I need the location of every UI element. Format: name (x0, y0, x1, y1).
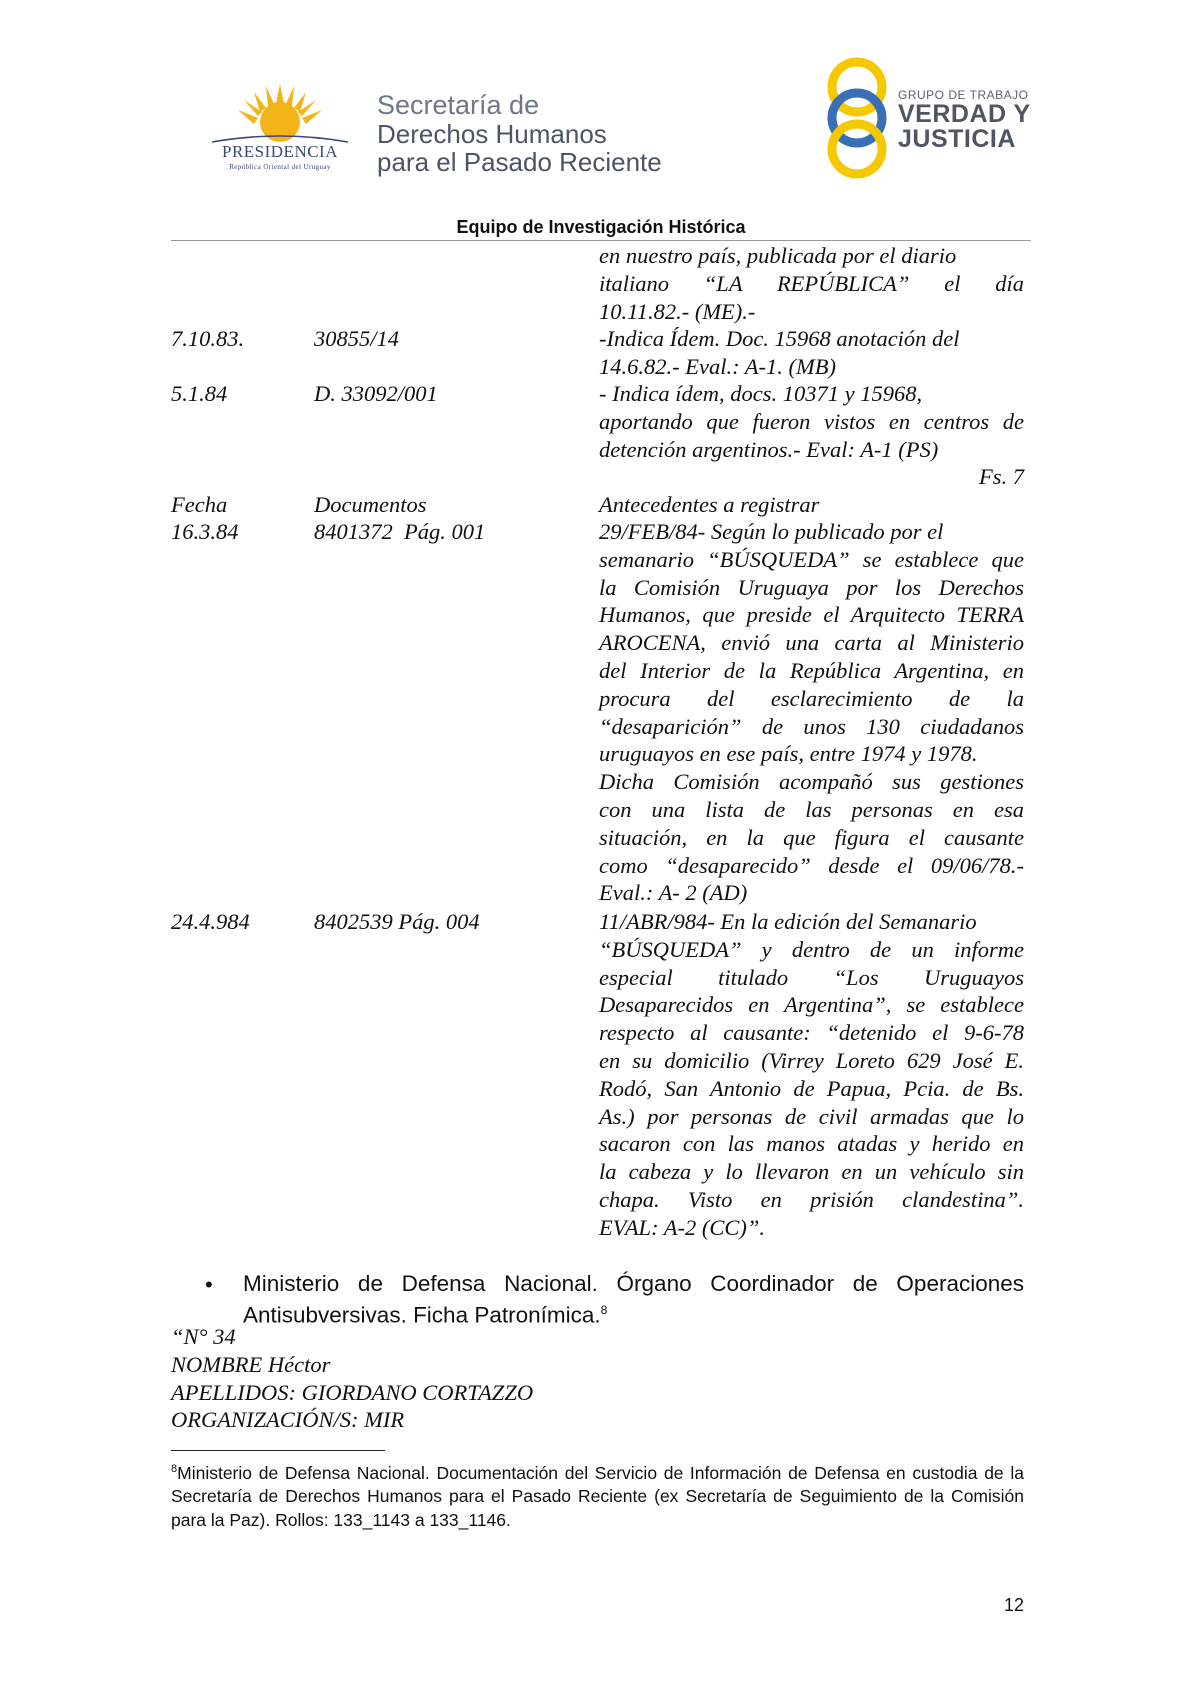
entry-date: 16.3.84 (171, 519, 239, 544)
text-line: 10.11.82.- (ME).- (599, 298, 756, 324)
text-line: 11/ABR/984- En la edición del Semanario (599, 909, 977, 934)
page-number: 12 (1003, 1595, 1024, 1615)
text-line: del Interior de la República Argentina, en (599, 657, 1024, 683)
gtvj-line-3: JUSTICIA (898, 125, 1016, 153)
text-line: semanario “BÚSQUEDA” se establece que (599, 546, 1024, 572)
text-line: sacaron con las manos atadas y herido en (599, 1131, 1024, 1157)
presidencia-subtitle: República Oriental del Uruguay (229, 163, 331, 171)
presidencia-sun-icon (208, 82, 352, 146)
text-line: respecto al causante: “detenido el 9-6-78 (599, 1020, 1024, 1046)
entry-doc: 8402539 Pág. 004 (314, 909, 480, 934)
secretaria-line-1: Secretaría de (377, 90, 540, 120)
text-line: detención argentinos.- Eval: A-1 (PS) (599, 436, 939, 462)
entry-doc: D. 33092/001 (314, 381, 438, 406)
secretaria-line-2: Derechos Humanos (377, 119, 607, 149)
ficha-line: ORGANIZACIÓN/S: MIR (171, 1407, 405, 1433)
header-antecedentes: Antecedentes a registrar (599, 492, 820, 517)
secretaria-logo-text (377, 90, 662, 176)
text-line: -Indica Ídem. Doc. 15968 anotación del (599, 326, 960, 351)
text-line: EVAL: A-2 (CC)”. (599, 1214, 766, 1240)
entry-date: 24.4.984 (171, 909, 250, 934)
ficha-line: “N° 34 (171, 1324, 236, 1349)
text-line: la Comisión Uruguaya por los Derechos (599, 574, 1024, 600)
text-line: Dicha Comisión acompañó sus gestiones (599, 769, 1024, 795)
text-line: situación, en la que figura el causante (599, 824, 1024, 850)
text-line: en nuestro país, publicada por el diario (599, 243, 957, 268)
entry-text (599, 325, 1024, 381)
text-line: - Indica ídem, docs. 10371 y 15968, (599, 381, 923, 406)
gtvj-logo-text (898, 88, 1031, 152)
text-line: la cabeza y lo llevaron en un vehículo sin (599, 1159, 1024, 1185)
entry-doc: 30855/14 (314, 326, 400, 351)
text-line: Desaparecidos en Argentina”, se establece (599, 992, 1024, 1018)
entry-date: 7.10.83. (171, 326, 245, 351)
footnote (171, 1458, 1024, 1532)
entry-date: 5.1.84 (171, 381, 228, 406)
gtvj-line-1: GRUPO DE TRABAJO (898, 88, 1029, 102)
gtvj-line-2: VERDAD Y (898, 100, 1031, 128)
text-line: 29/FEB/84- Según lo publicado por el (599, 519, 944, 544)
text-line: “BÚSQUEDA” y dentro de un informe (599, 936, 1024, 962)
continuation-text (599, 242, 1024, 325)
gtvj-rings-icon (823, 56, 891, 180)
folio-label: Fs. 7 (979, 464, 1024, 489)
text-line: “desaparición” de unos 130 ciudadanos (599, 713, 1024, 739)
text-line: italiano “LA REPÚBLICA” el día (599, 270, 1024, 296)
ficha-line: APELLIDOS: GIORDANO CORTAZZO (171, 1379, 534, 1405)
text-line: en su domicilio (Virrey Loreto 629 José E. (599, 1047, 1024, 1073)
footnote-ref[interactable]: 8 (600, 1303, 608, 1317)
team-title: Equipo de Investigación Histórica (456, 217, 746, 237)
text-line: especial titulado “Los Uruguayos (599, 964, 1024, 990)
text-line: como “desaparecido” desde el 09/06/78.- (599, 852, 1024, 878)
text-line: AROCENA, envió una carta al Ministerio (599, 630, 1024, 656)
entry-doc: 8401372 Pág. 001 (314, 519, 486, 544)
footnote-divider (171, 1450, 385, 1451)
entry-text (599, 380, 1024, 463)
entry-text (599, 908, 1024, 1242)
ficha-line: NOMBRE Héctor (171, 1351, 331, 1377)
secretaria-line-3: para el Pasado Reciente (377, 147, 662, 177)
text-line: 14.6.82.- Eval.: A-1. (MB) (599, 353, 837, 379)
footnote-number: 8 (171, 1463, 178, 1475)
bullet-marker: • (205, 1272, 213, 1297)
footnote-text: Ministerio de Defensa Nacional. Documentación del Servicio de Información de Defensa en custodia de la Secretaría de Derechos Humanos para el Pasado Reciente (ex Secretaría de Seguimiento de la Comisión para la Paz). Rollos: 133_1143 a 133_1146. (171, 1462, 1024, 1530)
text-line: chapa. Visto en prisión clandestina”. (599, 1186, 1024, 1212)
header-documentos: Documentos (314, 492, 427, 517)
text-line: Eval.: A- 2 (AD) (599, 880, 748, 906)
text-line: As.) por personas de civil armadas que lo (599, 1103, 1024, 1129)
text-line: Humanos, que preside el Arquitecto TERRA (599, 602, 1024, 628)
text-line: con una lista de las personas en esa (599, 796, 1024, 822)
text-line: procura del esclarecimiento de la (599, 685, 1024, 711)
bullet-text-content: Ministerio de Defensa Nacional. Órgano Coordinador de Operaciones Antisubversivas. Ficha Patronímica. (243, 1271, 1024, 1328)
presidencia-name: PRESIDENCIA (221, 142, 338, 161)
entry-text (599, 518, 1024, 907)
text-line: Rodó, San Antonio de Papua, Pcia. de Bs. (599, 1075, 1024, 1101)
text-line: aportando que fueron vistos en centros de (599, 408, 1024, 434)
ficha-block (171, 1323, 533, 1434)
bullet-text (243, 1270, 1024, 1329)
header-divider (171, 240, 1031, 241)
text-line: uruguayos en ese país, entre 1974 y 1978. (599, 741, 978, 767)
header-fecha: Fecha (171, 492, 228, 517)
